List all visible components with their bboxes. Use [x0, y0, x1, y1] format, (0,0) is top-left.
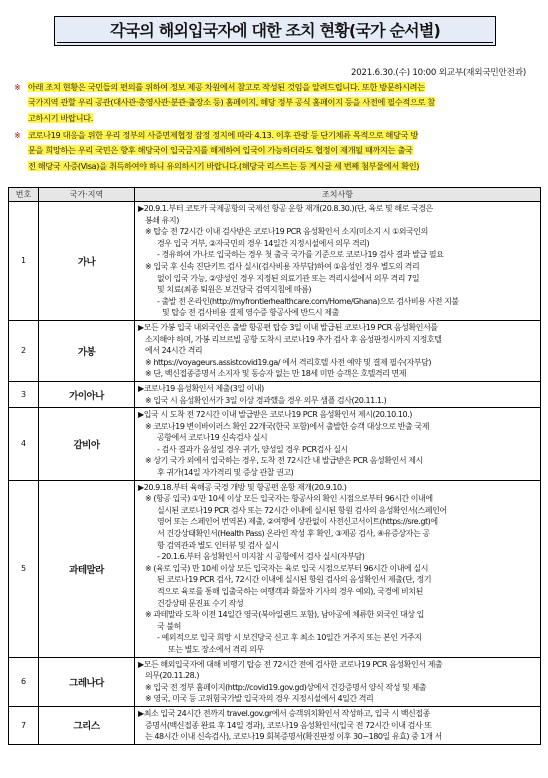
measure-line: 의무(20.11.28.) [145, 671, 200, 681]
measure-line: ※ 코로나19 변이바이러스 확인 22개국(한국 포함)에서 출발한 승객 대상으로 반출 국제 [145, 421, 429, 431]
notice-mark: ※ [14, 130, 21, 140]
row-number: 1 [9, 202, 39, 321]
measure-line: 경우 입국 거부, ②자국민의 경우 14일간 지정시설에서 의무 격리) [157, 238, 370, 248]
measure-line: 는 48시간 이내 신속검사), 코로나19 회복증명서(확진판정 이후 30~180일 유효) 중 1개 서 [145, 732, 442, 742]
measure-line: 적으로 육로를 통해 입출국하는 여행객과 화물차 기사의 경우 예외), 국경에 비치된 [157, 587, 423, 596]
row-measures [135, 381, 541, 407]
row-measures [135, 202, 541, 321]
table-row [9, 202, 541, 321]
measure-line: ※ 입국 시 음성확인서가 3일 이상 경과했을 경우 의무 샘플 검사(20.11.1.) [145, 395, 387, 405]
measure-line: - 출발 전 온라인(http://myfrontierhealthcare.com/Home/Ghana)으로 검사비용 사전 지불 [157, 296, 459, 306]
measure-line: 공항에서 코로나19 신속검사 실시 [157, 433, 268, 443]
row-number: 3 [9, 381, 39, 407]
measure-line: ▶20.9.1.부터 코토카 국제공항의 국제선 항공 운항 재개(20.8.30.)(단, 육로 및 해로 국경은 [138, 204, 433, 213]
row-number: 4 [9, 408, 39, 481]
measure-line: ▶입국 시 도착 전 72시간 이내 발급받은 코로나19 PCR 음성확인서 제시(20.10.10.) [138, 410, 412, 420]
measure-line: ▶코로나19 음성확인서 제출(3일 이내) [138, 383, 264, 393]
row-measures [135, 706, 541, 744]
measures-table [8, 187, 541, 745]
measure-line: ※ 입국 후 신속 진단키트 검사 실시(검사비용 자부담)하여 ①음성인 경우 별도의 격리 [145, 261, 420, 271]
table-row [9, 706, 541, 744]
row-measures [135, 408, 541, 481]
measure-line: - 경유하여 가나로 입국하는 경우 첫 출국 국가를 기준으로 코로나19 검사 결과 발급 필요 [157, 250, 444, 260]
row-country: 그레나다 [39, 657, 135, 706]
row-country: 가나 [39, 202, 135, 321]
table-row [9, 657, 541, 706]
measure-line: 영어 또는 스페인어 번역본) 제출, ②여행에 상관없이 사전신고서이트(https://sre.gt)에 [157, 517, 438, 527]
notice-line: 코로나19 대응을 위한 우리 정부의 사증면제협정 잠정 정지에 따라 4.13. 이후 관광 등 단기체류 목적으로 해당국 방 [28, 130, 418, 140]
measure-line: 증명서(백신접종 완료 후 14일 경과), 코로나19 음성확인서(입국 전 72시간 이내 검사 또 [145, 720, 432, 730]
measure-line: ※ (항공 입국) ①만 10세 이상 모든 입국자는 항공사의 확인 시점으로부터 96시간 이내에 [145, 494, 433, 504]
measure-line: ※ 입국 전 정부 홈페이지(http://covid19.gov.gd)상에서 건강증명서 양식 작성 및 제출 [145, 682, 426, 692]
measure-line: ※ (육로 입국) 만 10세 이상 모든 입국자는 육로 입국 시점으로부터 96시간 이내에 실시 [145, 563, 428, 573]
table-header-row [9, 188, 541, 202]
measure-line: 에서 24시간 격리 [145, 346, 203, 356]
measure-line: ※ 상기 국가 외에서 입국하는 경우, 도착 전 72시간 내 발급받은 PCR 음성확인서 제시 [145, 456, 423, 466]
table-row [9, 408, 541, 481]
notice-line: 전 해당국 사증(Visa)을 취득하여야 하니 유의하시기 바랍니다.(해당국 리스트는 등 게시글 세 번째 첨부물에서 확인) [28, 160, 420, 171]
measure-line: 항 검역관과 별도 인터뷰 및 검사 실시 [157, 540, 279, 550]
measure-line: ※ 탑승 전 72시간 이내 검사받은 코로나19 PCR 음성확인서 소지(미소지 시 ①외국인의 [145, 227, 428, 237]
notice-line: 문을 희망하는 우리 국민은 향후 해당국이 입국금지를 해제하여 입국이 가능하더라도 협정이 재개될 때까지는 출국 [28, 145, 413, 156]
measure-line: 건강상태 문진표 수기 작성 [157, 598, 244, 608]
table-row [9, 480, 541, 657]
measure-line: - 검사 결과가 음성일 경우 귀가, 양성일 경우 PCR검사 실시 [157, 444, 348, 454]
row-country: 과테말라 [39, 480, 135, 657]
header-number: 번호 [9, 188, 39, 202]
row-measures [135, 480, 541, 657]
measure-line: - 20.1.6.부터 음성확인서 미지참 시 공항에서 검사 실시(자부담) [157, 552, 365, 562]
measure-line: - 예외적으로 입국 희망 시 보건당국 신고 후 최소 10일간 거주지 또는 본인 거주지 [157, 633, 422, 643]
measure-line: 실시된 코로나19 PCR 검사 또는 72시간 이내에 실시된 항원 검사의 음성확인서(스페인어 [157, 505, 447, 515]
row-number: 6 [9, 657, 39, 706]
measure-line: 또는 별도 장소에서 격리 의무 [168, 644, 264, 654]
measure-line: ※ 과테말라 도착 이전 14일간 영국(북아일랜드 포함), 남아공에 체류한 외국인 대상 입 [145, 610, 424, 620]
measure-line: ▶모든 가봉 입국 내외국인은 출발 항공편 탑승 3일 이내 발급된 코로나19 PCR 음성확인서를 [138, 322, 438, 332]
notice-line: 고하시기 바랍니다. [28, 112, 93, 123]
measure-line: 후 귀가(14일 자가격리 및 증상 관찰 권고) [157, 468, 294, 478]
row-country: 감비아 [39, 408, 135, 481]
table-row [9, 381, 541, 407]
header-country: 국가·지역 [39, 188, 135, 202]
notice-line: 국가지역 관할 우리 공관(대사관·총영사관·분관·출장소 등) 홈페이지, 해당 정부 공식 홈페이지 등을 사전에 필수적으로 참 [28, 97, 435, 108]
measure-line: 및 치료(최종 퇴원은 보건당국 검역지침에 따름) [157, 285, 312, 295]
notice-info [14, 80, 538, 126]
measure-line: ※ 단, 백신접종증명서 소지자 및 동승자 없는 만 18세 미만 승객은 호텔격리 면제 [145, 369, 407, 379]
measure-line: 봉쇄 유지) [145, 215, 179, 225]
row-measures [135, 657, 541, 706]
dateline: 2021.6.30.(수) 10:00 외교부(재외국민안전과) [350, 68, 526, 78]
row-number: 7 [9, 706, 39, 744]
row-number: 2 [9, 320, 39, 381]
row-measures [135, 320, 541, 381]
measure-line: ▶모든 해외입국자에 대해 비행기 탑승 전 72시간 전에 검사한 코로나19 PCR 음성확인서 제출 [138, 659, 443, 669]
measure-line: 없이 입국 가능, ②양성인 경우 지정된 의료기관 또는 격리시설에서 의무 격리 7일 [157, 273, 420, 283]
measure-line: 소지해야 하며, 가봉 리브르빌 공항 도착시 코로나19 추가 검사 후 음성판정시까지 지정호텔 [145, 334, 442, 344]
row-country: 가봉 [39, 320, 135, 381]
page-title: 각국의 해외입국자에 대한 조치 현황(국가 순서별) [54, 16, 496, 46]
header-measures: 조치사항 [135, 188, 541, 202]
table-row [9, 320, 541, 381]
notice-line: 아래 조치 현황은 국민들의 편의를 위하여 정보 제공 차원에서 참고로 작성된 것임을 알려드립니다. 또한 방문하시려는 [28, 82, 425, 92]
measure-line: ▶최소 입국 24시간 전까지 travel.gov.gr에서 승객위치확인서 작성하고, 입국 시 백신접종 [138, 708, 430, 718]
measure-line: 된 코로나19 PCR 검사, 72시간 이내에 실시된 항원 검사의 음성확인서 제출(단, 정기 [157, 575, 432, 585]
notice-mark: ※ [14, 82, 21, 92]
measure-line: ※ 영국, 미국 등 고위험국가발 입국자의 경우 지정시설에서 4일간 격리 [145, 694, 374, 704]
row-number: 5 [9, 480, 39, 657]
measure-line: ※ https://voyageurs.assistcovid19.ga/ 에서 격리호텔 사전 예약 및 결제 필수(자부담) [145, 357, 432, 367]
measure-line: 국 불허 [157, 621, 181, 631]
row-country: 그리스 [39, 706, 135, 744]
notice-visa [14, 128, 538, 174]
measure-line: ▶20.9.18.부터 육해공 국경 개방 및 항공편 운항 재개(20.9.10.) [138, 482, 347, 492]
measure-line: 및 탑승 전 검사비용 결제 영수증 항공사에 반드시 제출 [162, 308, 339, 318]
measure-line: 서 건강상태확인서(Health Pass) 온라인 작성 후 확인, ③제공 검사, ④유증상자는 공 [157, 529, 430, 539]
row-country: 가이아나 [39, 381, 135, 407]
